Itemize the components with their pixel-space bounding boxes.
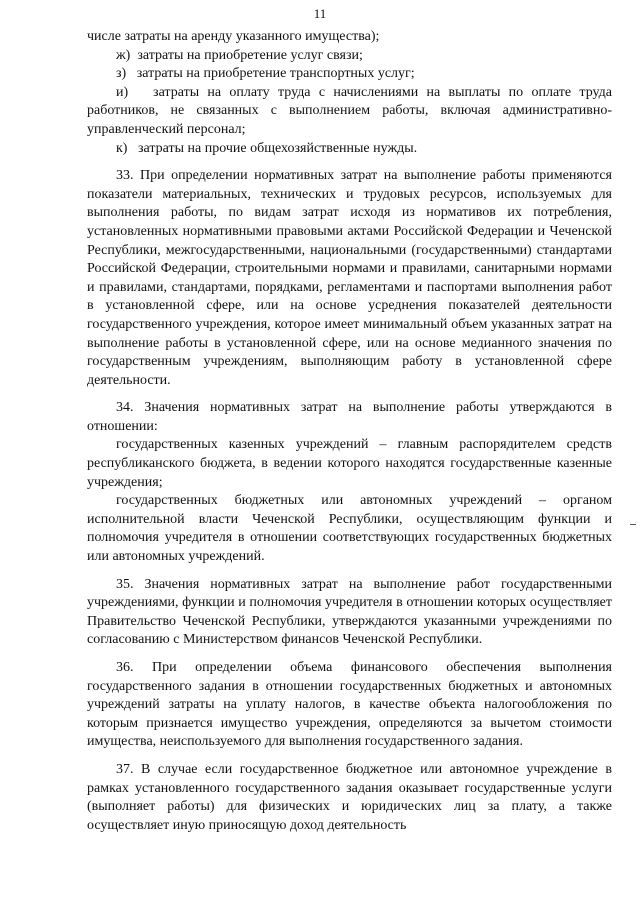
paragraph: к) затраты на прочие общехозяйственные нужды. — [116, 140, 418, 156]
paragraph: числе затраты на аренду указанного имущества); — [87, 29, 380, 44]
paragraph: государственных бюджетных или автономных учреждений – органом исполнительной власти Чеченской Республики, осуществляющим функции и полномочия учредителя в отношении соответствующих государственных бюджетных или автономных учреждений. — [87, 493, 612, 565]
margin-mark — [630, 524, 636, 525]
paragraph: з) затраты на приобретение транспортных услуг; — [116, 66, 415, 82]
paragraph: ж) затраты на приобретение услуг связи; — [116, 47, 363, 63]
document-body — [87, 28, 612, 835]
paragraph: 33. При определении нормативных затрат на выполнение работы применяются показатели материальных, технических и трудовых ресурсов, используемых для выполнения работы, по видам затрат исходя из нормативов их потребления, установленных нормативными правовыми актами Российской Федерации и Чеченской Республики, межгосударственными, национальными (государственными) стандартами Российской Федерации, строительными нормами и правилами, санитарными нормами и правилами, стандартами, порядками, регламентами и паспортами выполнения работ в установленной сфере, или на основе усреднения показателей деятельности государственного учреждения, которое имеет минимальный объем указанных затрат на выполнение работы в установленной сфере, или на основе медианного значения по государственным учреждениям, выполняющим работу в установленной сфере деятельности. — [87, 168, 612, 388]
paragraph: 34. Значения нормативных затрат на выполнение работы утверждаются в отношении: — [87, 400, 612, 434]
paragraph: 35. Значения нормативных затрат на выполнение работ государственными учреждениями, функции и полномочия учредителя в отношении которых осуществляет Правительство Чеченской Республики, утверждаются указанными учреждениями по согласованию с Министерством финансов Чеченской Республики. — [87, 576, 612, 648]
paragraph: 36. При определении объема финансового обеспечения выполнения государственного задания в отношении государственных бюджетных и автономных учреждений затраты на уплату налогов, в качестве объекта налогообложения по которым признается имущество учреждения, определяются за вычетом стоимости имущества, неиспользуемого для выполнения государственного задания. — [87, 660, 612, 750]
page-number: 11 — [313, 6, 327, 21]
paragraph: и) затраты на оплату труда с начислениями на выплаты по оплате труда работников, не связанных с выполнением работы, включая административно-управленческий персонал; — [87, 84, 612, 137]
paragraph: государственных казенных учреждений – главным распорядителем средств республиканского бюджета, в ведении которого находятся государственные казенные учреждения; — [87, 437, 612, 490]
paragraph: 37. В случае если государственное бюджетное или автономное учреждение в рамках установленного государственного задания оказывает государственные услуги (выполняет работы) для физических и юридических лиц за плату, а также осуществляет иную приносящую доход деятельность — [87, 761, 612, 833]
